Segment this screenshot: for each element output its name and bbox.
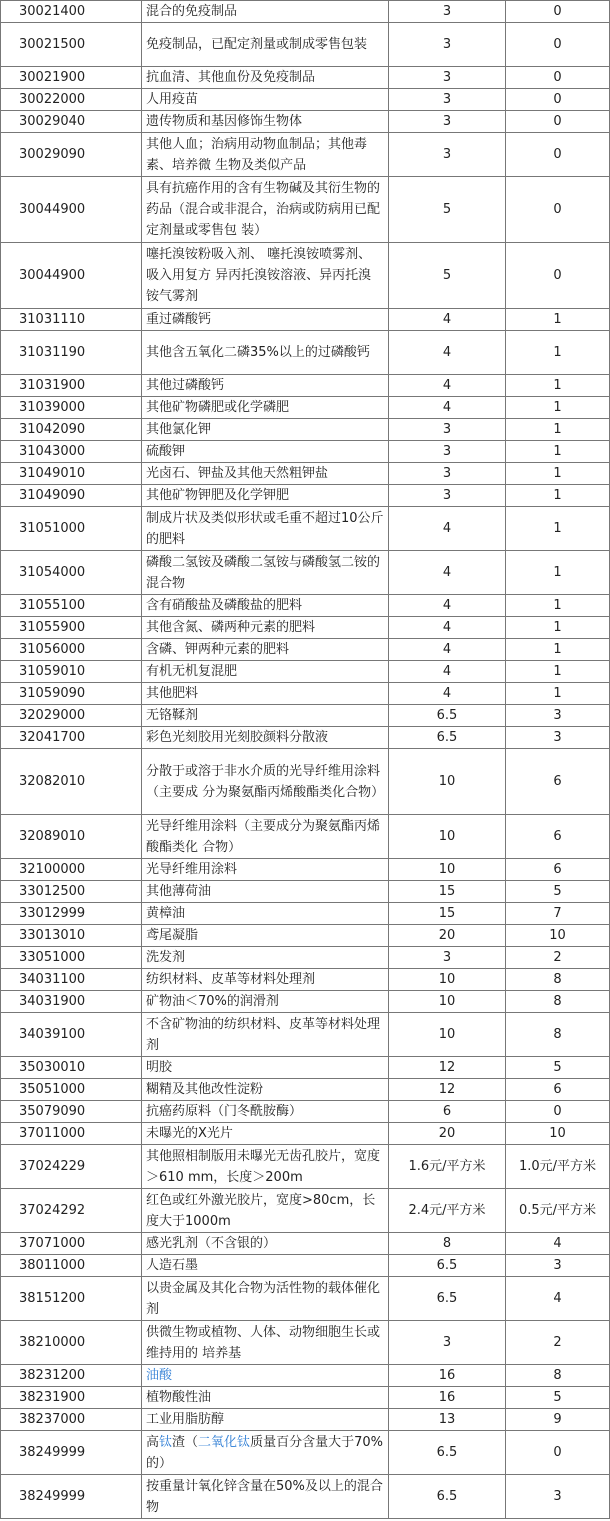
table-body [1, 1, 610, 1519]
rate-b-cell: 3 [506, 1255, 610, 1277]
hs-code-cell: 31042090 [1, 419, 142, 441]
product-name-cell: 噻托溴铵粉吸入剂、 噻托溴铵喷雾剂、吸入用复方 异丙托溴铵溶液、异丙托溴铵气雾剂 [142, 243, 389, 309]
rate-b-cell: 9 [506, 1409, 610, 1431]
product-name-cell: 其他照相制版用未曝光无齿孔胶片，宽度＞610 mm，长度＞200m [142, 1145, 389, 1189]
table-row [1, 1431, 610, 1475]
product-name-cell: 含磷、钾两种元素的肥料 [142, 639, 389, 661]
rate-b-cell: 1 [506, 331, 610, 375]
rate-b-cell: 1 [506, 595, 610, 617]
rate-b-cell: 0 [506, 67, 610, 89]
hs-code-cell: 31055900 [1, 617, 142, 639]
product-name-cell: 黄樟油 [142, 903, 389, 925]
rate-a-cell: 1.6元/平方米 [389, 1145, 506, 1189]
hs-code-cell: 33012999 [1, 903, 142, 925]
hs-code-cell: 38011000 [1, 1255, 142, 1277]
table-row [1, 617, 610, 639]
hs-code-cell: 37011000 [1, 1123, 142, 1145]
hs-code-cell: 38237000 [1, 1409, 142, 1431]
rate-b-cell: 1 [506, 309, 610, 331]
hs-code-cell: 30022000 [1, 89, 142, 111]
hs-code-cell: 31049090 [1, 485, 142, 507]
hs-code-cell: 32100000 [1, 859, 142, 881]
table-row [1, 749, 610, 815]
hs-code-cell: 32029000 [1, 705, 142, 727]
hs-code-cell: 37024292 [1, 1189, 142, 1233]
product-name-cell: 光导纤维用涂料（主要成分为聚氨酯丙烯酸酯类化 合物） [142, 815, 389, 859]
table-row [1, 1255, 610, 1277]
rate-b-cell: 5 [506, 881, 610, 903]
rate-a-cell: 8 [389, 1233, 506, 1255]
rate-a-cell: 6.5 [389, 1255, 506, 1277]
table-row [1, 485, 610, 507]
table-row [1, 1057, 610, 1079]
product-name-link[interactable]: 钛 [159, 1434, 173, 1450]
product-name-cell: 其他矿物磷肥或化学磷肥 [142, 397, 389, 419]
table-row [1, 1189, 610, 1233]
product-name-link[interactable]: 二氧化钛 [198, 1434, 251, 1450]
hs-code-cell: 30021900 [1, 67, 142, 89]
table-row [1, 331, 610, 375]
product-name-cell: 无铬鞣剂 [142, 705, 389, 727]
product-name-cell: 未曝光的X光片 [142, 1123, 389, 1145]
rate-a-cell: 6.5 [389, 727, 506, 749]
table-row [1, 1321, 610, 1365]
product-name-cell: 明胶 [142, 1057, 389, 1079]
product-name-text: 高 [146, 1434, 160, 1450]
table-row [1, 1145, 610, 1189]
rate-a-cell: 10 [389, 749, 506, 815]
hs-code-cell: 31031190 [1, 331, 142, 375]
hs-code-cell: 31031900 [1, 375, 142, 397]
hs-code-cell: 33051000 [1, 947, 142, 969]
rate-a-cell: 4 [389, 639, 506, 661]
product-name-cell: 其他薄荷油 [142, 881, 389, 903]
table-row [1, 903, 610, 925]
table-row [1, 67, 610, 89]
rate-a-cell: 3 [389, 463, 506, 485]
product-name-cell: 具有抗癌作用的含有生物碱及其衍生物的药品（混合或非混合，治病或防病用已配定剂量或零售包 装） [142, 177, 389, 243]
table-row [1, 89, 610, 111]
product-name-cell: 植物酸性油 [142, 1387, 389, 1409]
rate-a-cell: 3 [389, 23, 506, 67]
hs-code-cell: 35079090 [1, 1101, 142, 1123]
hs-code-cell: 38210000 [1, 1321, 142, 1365]
rate-b-cell: 0 [506, 111, 610, 133]
rate-a-cell: 10 [389, 1013, 506, 1057]
table-row [1, 1409, 610, 1431]
table-row [1, 23, 610, 67]
rate-a-cell: 3 [389, 947, 506, 969]
table-row [1, 1475, 610, 1519]
hs-code-cell: 32041700 [1, 727, 142, 749]
product-name-text: 渣（ [172, 1434, 199, 1450]
product-name-cell: 按重量计氧化锌含量在50%及以上的混合物 [142, 1475, 389, 1519]
table-row [1, 991, 610, 1013]
rate-b-cell: 0 [506, 1, 610, 23]
rate-b-cell: 5 [506, 1057, 610, 1079]
hs-code-cell: 31051000 [1, 507, 142, 551]
rate-b-cell: 8 [506, 1365, 610, 1387]
rate-b-cell: 0 [506, 1431, 610, 1475]
rate-a-cell: 3 [389, 441, 506, 463]
rate-a-cell: 3 [389, 1321, 506, 1365]
rate-a-cell: 6 [389, 1101, 506, 1123]
product-name-cell: 其他矿物钾肥及化学钾肥 [142, 485, 389, 507]
rate-a-cell: 4 [389, 309, 506, 331]
table-row [1, 243, 610, 309]
hs-code-cell: 34039100 [1, 1013, 142, 1057]
hs-code-cell: 31059090 [1, 683, 142, 705]
product-name-cell: 其他肥料 [142, 683, 389, 705]
hs-code-cell: 34031900 [1, 991, 142, 1013]
rate-a-cell: 12 [389, 1079, 506, 1101]
rate-b-cell: 1 [506, 551, 610, 595]
rate-a-cell: 10 [389, 991, 506, 1013]
product-name-cell: 抗癌药原料（门冬酰胺酶） [142, 1101, 389, 1123]
product-name-cell: 抗血清、其他血份及免疫制品 [142, 67, 389, 89]
product-name-cell: 混合的免疫制品 [142, 1, 389, 23]
rate-a-cell: 20 [389, 1123, 506, 1145]
hs-code-cell: 38231900 [1, 1387, 142, 1409]
table-row [1, 661, 610, 683]
hs-code-cell: 32089010 [1, 815, 142, 859]
table-row [1, 639, 610, 661]
rate-b-cell: 6 [506, 859, 610, 881]
hs-code-cell: 30044900 [1, 243, 142, 309]
product-name-cell: 矿物油＜70%的润滑剂 [142, 991, 389, 1013]
hs-code-cell: 34031100 [1, 969, 142, 991]
rate-a-cell: 4 [389, 683, 506, 705]
hs-code-cell: 35030010 [1, 1057, 142, 1079]
product-name-cell: 人用疫苗 [142, 89, 389, 111]
table-row [1, 595, 610, 617]
table-row [1, 1365, 610, 1387]
table-row [1, 551, 610, 595]
rate-a-cell: 3 [389, 133, 506, 177]
product-name-link[interactable]: 油酸 [146, 1368, 173, 1383]
rate-b-cell: 1 [506, 375, 610, 397]
product-name-cell: 制成片状及类似形状或毛重不超过10公斤的肥料 [142, 507, 389, 551]
rate-b-cell: 1 [506, 397, 610, 419]
hs-code-cell: 31055100 [1, 595, 142, 617]
table-row [1, 683, 610, 705]
rate-b-cell: 1 [506, 683, 610, 705]
product-name-cell: 硫酸钾 [142, 441, 389, 463]
rate-a-cell: 13 [389, 1409, 506, 1431]
table-row [1, 441, 610, 463]
rate-b-cell: 0 [506, 243, 610, 309]
rate-a-cell: 16 [389, 1387, 506, 1409]
hs-code-cell: 31056000 [1, 639, 142, 661]
hs-code-cell: 30021500 [1, 23, 142, 67]
rate-b-cell: 0 [506, 23, 610, 67]
product-name-cell: 纺织材料、皮革等材料处理剂 [142, 969, 389, 991]
rate-b-cell: 10 [506, 1123, 610, 1145]
rate-b-cell: 6 [506, 749, 610, 815]
rate-b-cell: 1 [506, 639, 610, 661]
product-name-cell: 有机无机复混肥 [142, 661, 389, 683]
rate-a-cell: 5 [389, 243, 506, 309]
table-row [1, 177, 610, 243]
table-row [1, 1387, 610, 1409]
hs-code-cell: 33012500 [1, 881, 142, 903]
table-row [1, 463, 610, 485]
rate-b-cell: 0 [506, 177, 610, 243]
hs-code-cell: 31031110 [1, 309, 142, 331]
rate-a-cell: 20 [389, 925, 506, 947]
table-row [1, 947, 610, 969]
rate-b-cell: 1 [506, 419, 610, 441]
product-name-cell: 工业用脂肪醇 [142, 1409, 389, 1431]
table-row [1, 1, 610, 23]
rate-b-cell: 1 [506, 463, 610, 485]
rate-b-cell: 3 [506, 1475, 610, 1519]
product-name-cell: 不含矿物油的纺织材料、皮革等材料处理剂 [142, 1013, 389, 1057]
rate-a-cell: 5 [389, 177, 506, 243]
table-row [1, 925, 610, 947]
rate-b-cell: 8 [506, 1013, 610, 1057]
table-row [1, 419, 610, 441]
hs-code-cell: 31043000 [1, 441, 142, 463]
table-row [1, 133, 610, 177]
hs-code-cell: 37071000 [1, 1233, 142, 1255]
table-row [1, 727, 610, 749]
hs-code-cell: 31059010 [1, 661, 142, 683]
rate-a-cell: 3 [389, 419, 506, 441]
rate-b-cell: 0 [506, 133, 610, 177]
product-name-cell: 感光乳剂（不含银的） [142, 1233, 389, 1255]
table-row [1, 111, 610, 133]
table-row [1, 375, 610, 397]
rate-b-cell: 6 [506, 815, 610, 859]
rate-a-cell: 4 [389, 331, 506, 375]
product-name-cell: 洗发剂 [142, 947, 389, 969]
rate-b-cell: 1 [506, 661, 610, 683]
rate-b-cell: 4 [506, 1277, 610, 1321]
rate-b-cell: 8 [506, 969, 610, 991]
product-name-text: 质量百分含量大于70%的） [146, 1434, 383, 1471]
rate-a-cell: 2.4元/平方米 [389, 1189, 506, 1233]
hs-code-cell: 38151200 [1, 1277, 142, 1321]
product-name-cell: 彩色光刻胶用光刻胶颜料分散液 [142, 727, 389, 749]
product-name-cell: 免疫制品，已配定剂量或制成零售包装 [142, 23, 389, 67]
rate-b-cell: 2 [506, 1321, 610, 1365]
rate-a-cell: 6.5 [389, 1431, 506, 1475]
product-name-cell: 光导纤维用涂料 [142, 859, 389, 881]
hs-code-cell: 35051000 [1, 1079, 142, 1101]
rate-b-cell: 0 [506, 1101, 610, 1123]
product-name-cell [142, 1431, 389, 1475]
product-name-cell: 供微生物或植物、人体、动物细胞生长或维持用的 培养基 [142, 1321, 389, 1365]
rate-a-cell: 4 [389, 551, 506, 595]
product-name-cell: 糊精及其他改性淀粉 [142, 1079, 389, 1101]
rate-a-cell: 10 [389, 969, 506, 991]
table-row [1, 1277, 610, 1321]
product-name-cell: 鸢尾凝脂 [142, 925, 389, 947]
rate-a-cell: 6.5 [389, 705, 506, 727]
hs-code-cell: 30044900 [1, 177, 142, 243]
rate-b-cell: 0 [506, 89, 610, 111]
product-name-cell: 红色或红外激光胶片，宽度>80cm，长度大于1000m [142, 1189, 389, 1233]
table-row [1, 1013, 610, 1057]
rate-b-cell: 8 [506, 991, 610, 1013]
rate-a-cell: 4 [389, 375, 506, 397]
rate-b-cell: 1 [506, 441, 610, 463]
table-row [1, 1233, 610, 1255]
rate-b-cell: 1 [506, 485, 610, 507]
rate-b-cell: 1 [506, 507, 610, 551]
hs-code-cell: 37024229 [1, 1145, 142, 1189]
hs-code-cell: 30021400 [1, 1, 142, 23]
product-name-cell: 光卤石、钾盐及其他天然粗钾盐 [142, 463, 389, 485]
rate-a-cell: 4 [389, 595, 506, 617]
rate-b-cell: 0.5元/平方米 [506, 1189, 610, 1233]
table-row [1, 815, 610, 859]
product-name-cell: 含有硝酸盐及磷酸盐的肥料 [142, 595, 389, 617]
table-row [1, 705, 610, 727]
rate-a-cell: 3 [389, 485, 506, 507]
product-name-cell: 其他人血；治病用动物血制品；其他毒素、培养微 生物及类似产品 [142, 133, 389, 177]
rate-a-cell: 4 [389, 507, 506, 551]
rate-b-cell: 1.0元/平方米 [506, 1145, 610, 1189]
hs-code-cell: 31039000 [1, 397, 142, 419]
product-name-cell: 重过磷酸钙 [142, 309, 389, 331]
table-row [1, 1079, 610, 1101]
product-name-cell: 以贵金属及其化合物为活性物的载体催化剂 [142, 1277, 389, 1321]
hs-code-cell: 33013010 [1, 925, 142, 947]
table-row [1, 397, 610, 419]
hs-code-cell: 30029090 [1, 133, 142, 177]
rate-a-cell: 15 [389, 903, 506, 925]
rate-a-cell: 10 [389, 859, 506, 881]
product-name-cell: 磷酸二氢铵及磷酸二氢铵与磷酸氢二铵的混合物 [142, 551, 389, 595]
hs-code-cell: 31049010 [1, 463, 142, 485]
hs-code-cell: 38249999 [1, 1475, 142, 1519]
rate-b-cell: 5 [506, 1387, 610, 1409]
rate-a-cell: 3 [389, 67, 506, 89]
table-row [1, 1123, 610, 1145]
table-row [1, 1101, 610, 1123]
product-name-cell [142, 1365, 389, 1387]
product-name-cell: 分散于或溶于非水介质的光导纤维用涂料（主要成 分为聚氨酯丙烯酸酯类化合物） [142, 749, 389, 815]
rate-b-cell: 10 [506, 925, 610, 947]
product-name-cell: 其他过磷酸钙 [142, 375, 389, 397]
product-name-cell: 遗传物质和基因修饰生物体 [142, 111, 389, 133]
hs-code-cell: 32082010 [1, 749, 142, 815]
rate-b-cell: 3 [506, 727, 610, 749]
rate-a-cell: 15 [389, 881, 506, 903]
rate-a-cell: 4 [389, 661, 506, 683]
table-row [1, 969, 610, 991]
table-row [1, 507, 610, 551]
rate-a-cell: 3 [389, 89, 506, 111]
rate-a-cell: 4 [389, 397, 506, 419]
hs-code-cell: 31054000 [1, 551, 142, 595]
table-row [1, 309, 610, 331]
product-name-cell: 其他含五氧化二磷35%以上的过磷酸钙 [142, 331, 389, 375]
rate-a-cell: 3 [389, 1, 506, 23]
hs-code-cell: 38249999 [1, 1431, 142, 1475]
rate-b-cell: 6 [506, 1079, 610, 1101]
hs-code-cell: 38231200 [1, 1365, 142, 1387]
table-row [1, 859, 610, 881]
rate-b-cell: 4 [506, 1233, 610, 1255]
product-name-cell: 其他氯化钾 [142, 419, 389, 441]
rate-a-cell: 6.5 [389, 1475, 506, 1519]
rate-a-cell: 3 [389, 111, 506, 133]
table-row [1, 881, 610, 903]
rate-a-cell: 4 [389, 617, 506, 639]
rate-a-cell: 10 [389, 815, 506, 859]
rate-a-cell: 12 [389, 1057, 506, 1079]
rate-b-cell: 7 [506, 903, 610, 925]
rate-a-cell: 6.5 [389, 1277, 506, 1321]
product-name-cell: 其他含氮、磷两种元素的肥料 [142, 617, 389, 639]
rate-a-cell: 16 [389, 1365, 506, 1387]
product-name-cell: 人造石墨 [142, 1255, 389, 1277]
rate-b-cell: 2 [506, 947, 610, 969]
hs-code-cell: 30029040 [1, 111, 142, 133]
rate-b-cell: 1 [506, 617, 610, 639]
rate-b-cell: 3 [506, 705, 610, 727]
